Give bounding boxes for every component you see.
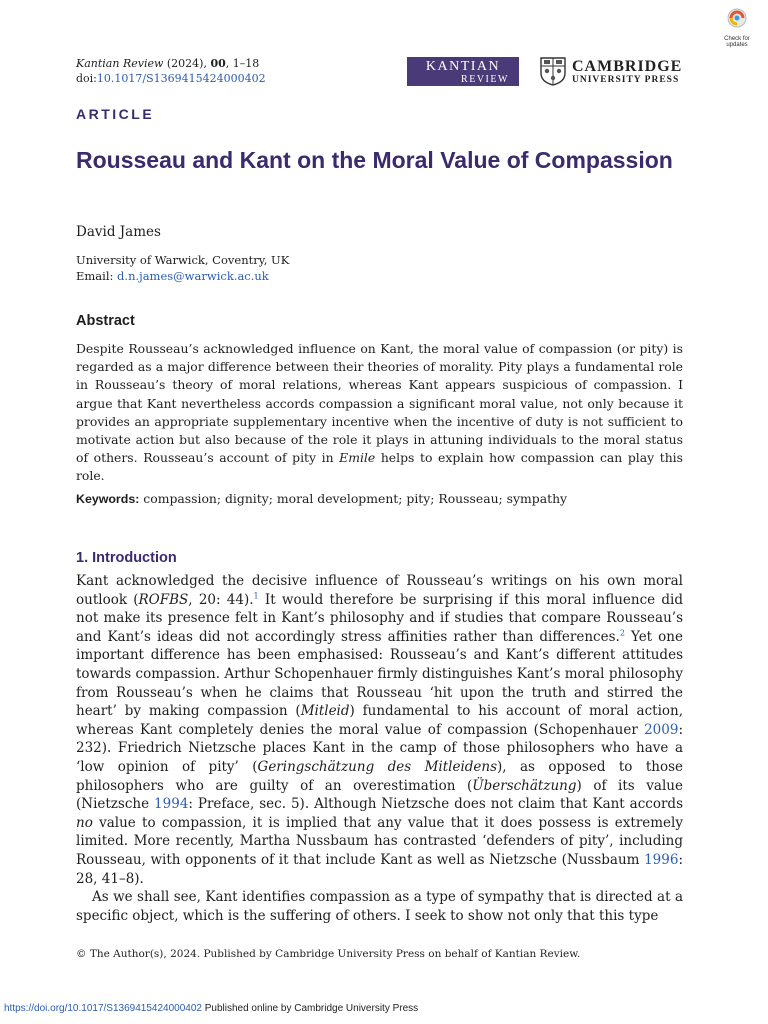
cambridge-crest-icon (540, 57, 566, 86)
footer-doi-link[interactable]: https://doi.org/10.1017/S1369415424000402 (4, 1003, 202, 1014)
doi-link[interactable]: 10.1017/S1369415424000402 (96, 72, 266, 85)
keywords-list: compassion; dignity; moral development; pity; Rousseau; sympathy (139, 491, 568, 506)
section-heading: 1. Introduction (76, 550, 177, 566)
abstract-text (76, 340, 683, 486)
abstract-heading: Abstract (76, 313, 135, 329)
text-run: Kant acknowledged the decisive influence of Rousseau’s writings on his own moral outlook ( (76, 573, 683, 608)
italic-run: Geringschätzung des Mitleidens (257, 758, 498, 775)
email-link[interactable]: d.n.james@warwick.ac.uk (117, 269, 269, 283)
abstract-text-part2: helps to explain how compassion can play this role. (76, 450, 684, 484)
keywords (76, 491, 683, 506)
text-run: , 20: 44). (188, 591, 254, 608)
author-affiliation-block (76, 252, 289, 284)
affiliation: University of Warwick, Coventry, UK (76, 253, 290, 267)
abstract-text-part1: Despite Rousseau’s acknowledged influence on Kant, the moral value of compassion (or pity) is regarded as a major difference between their theories of morality. Pity plays a fundamental role in Rousseau’s theory of moral relations, whereas Kant appears suspicious of compassion. I argue that Kant nevertheless accords compassion a significant moral value, not only because it provides an appropriate supplementary incentive when the incentive of duty is not sufficient to motivate action but also because of the role it plays in attuning individuals to the moral status of others. Rousseau’s account of pity in (76, 341, 683, 466)
italic-run: ROFBS (138, 591, 189, 608)
journal-name: Kantian Review (76, 57, 164, 70)
journal-citation (76, 56, 266, 86)
text-run: : 28, 41–8). (76, 851, 683, 887)
text-run: : 232). Friedrich Nietzsche places Kant in the camp of those philosophers who have a ‘low opinion of pity’ ( (76, 721, 683, 775)
kantian-logo-line2: REVIEW (461, 74, 509, 85)
text-run: ) fundamental to his account of moral action, whereas Kant completely denies the moral value of compassion (Schopenhauer (76, 703, 684, 738)
text-run: ), as opposed to those philosophers who are guilty of an overestimation ( (76, 758, 683, 794)
italic-run: Überschätzung (472, 777, 577, 794)
citation-link[interactable]: 1994 (154, 796, 189, 813)
check-updates-label: Check for updates (724, 36, 750, 48)
paragraph-2: As we shall see, Kant identifies compassion as a type of sympathy that is directed at a specific object, which is the suffering of others. I seek to show not only that this type (76, 889, 683, 924)
body-text (76, 572, 683, 925)
text-run: : Preface, sec. 5). Although Nietzsche does not claim that Kant accords (188, 796, 684, 813)
kantian-review-logo (407, 57, 519, 86)
page-footer (4, 1003, 418, 1014)
journal-year: (2024), (163, 57, 211, 70)
doi-prefix: doi: (76, 72, 97, 85)
text-run: Yet one important difference has been emphasised: Rousseau’s and Kant’s different attitudes towards compassion. Arthur Schopenhauer firmly distinguishes Kant’s moral philosophy from Rousseau’s when he claims that Rousseau ‘hit upon the truth and stirred the heart’ by making compassion ( (76, 628, 683, 720)
article-title: Rousseau and Kant on the Moral Value of Compassion (76, 147, 673, 173)
kantian-logo-line1: KANTIAN (425, 59, 501, 74)
text-run: value to compassion, it is implied that any value that it does possess is extremely limited. More recently, Martha Nussbaum has contrasted ‘defenders of pity’, including Rousseau, with opponents of it that include Kant as well as Nietzsche (Nussbaum (76, 814, 683, 868)
journal-pages: , 1–18 (225, 57, 260, 70)
check-updates-icon (726, 8, 748, 32)
text-run: ) of its value (Nietzsche (76, 777, 683, 813)
paragraph-1 (76, 572, 683, 888)
article-type-label: ARTICLE (76, 106, 155, 122)
cup-logo-line2: UNIVERSITY PRESS (572, 75, 680, 85)
footnote-link[interactable]: 1 (253, 591, 259, 601)
italic-run: Mitleid (300, 703, 350, 720)
author-name: David James (76, 224, 161, 240)
footnote-link[interactable]: 2 (619, 628, 625, 638)
cambridge-university-press-logo (572, 58, 682, 86)
check-for-updates-button[interactable] (716, 8, 758, 50)
abstract-emphasis: Emile (339, 450, 376, 466)
keywords-label: Keywords: (76, 492, 140, 506)
journal-volume: 00 (210, 57, 226, 70)
footer-published: Published online by Cambridge University Press (201, 1003, 419, 1014)
citation-link[interactable]: 2009 (644, 721, 679, 738)
copyright-notice: © The Author(s), 2024. Published by Cambridge University Press on behalf of Kantian Review. (76, 948, 581, 960)
email-label: Email: (76, 269, 118, 283)
text-run: It would therefore be surprising if this moral influence did not make its presence felt in Kant’s philosophy and if studies that compare Rousseau’s and Kant’s ideas did not accordingly stress affinities rather than differences. (76, 591, 683, 645)
cup-logo-line1: CAMBRIDGE (572, 58, 683, 75)
citation-link[interactable]: 1996 (644, 851, 679, 868)
italic-run: no (76, 814, 93, 831)
